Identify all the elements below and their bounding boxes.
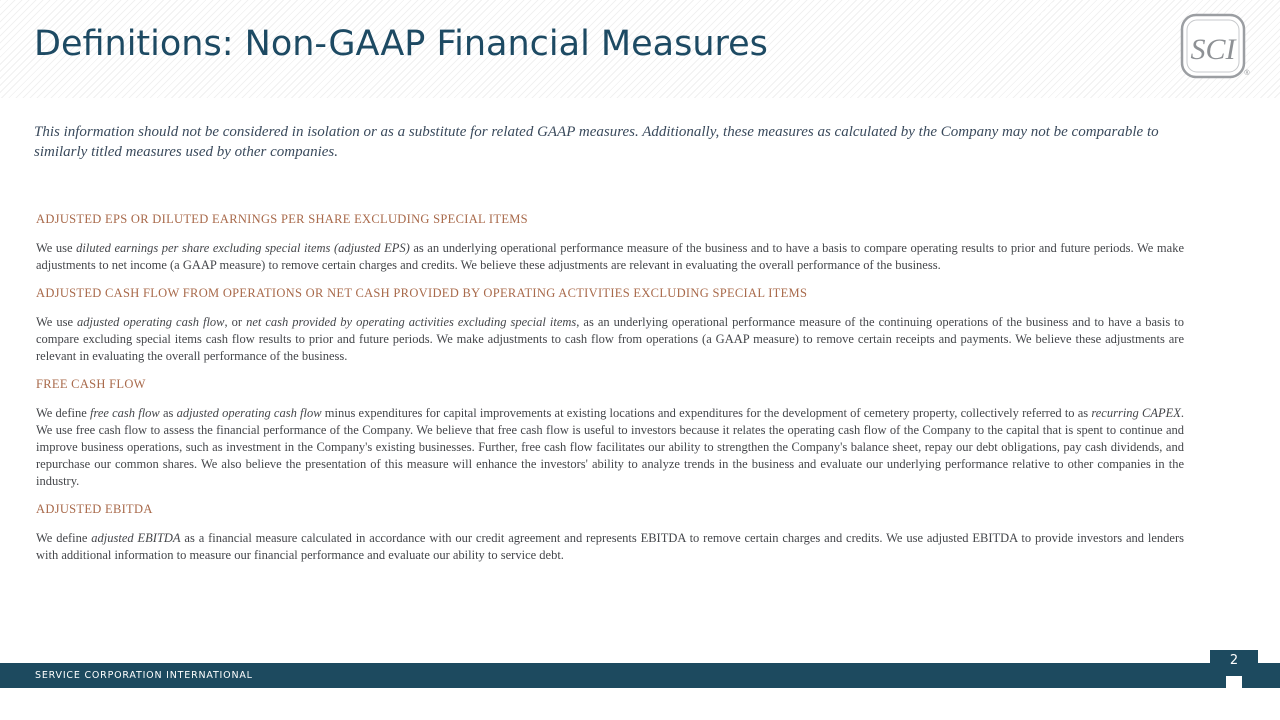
body-text: We define	[36, 406, 90, 420]
body-text: as an underlying operational performance measure of the business and to have a basis to compare operating results to prior and future periods. We make adjustments to net income (a GAAP measure) to remove certain charges and credits. We believe these adjustments are relevant in evaluating the overall performance of the business.	[36, 241, 1184, 272]
defined-term: adjusted operating cash flow	[77, 315, 225, 329]
page-title: Definitions: Non-GAAP Financial Measures	[34, 24, 768, 64]
body-text: minus expenditures for capital improvements at existing locations and expenditures for the development of cemetery property, collectively referred to as	[321, 406, 1092, 420]
page-number: 2	[1229, 653, 1239, 668]
section-body	[36, 405, 1184, 490]
section-heading: FREE CASH FLOW	[36, 377, 146, 391]
section-heading: ADJUSTED CASH FLOW FROM OPERATIONS OR NET CASH PROVIDED BY OPERATING ACTIVITIES EXCLUDING SPECIAL ITEMS	[36, 286, 808, 300]
body-text: We use	[36, 241, 77, 255]
defined-term: adjusted EBITDA	[91, 531, 181, 545]
defined-term: free cash flow	[89, 406, 160, 420]
sci-logo	[1180, 13, 1250, 79]
body-text: as a financial measure calculated in accordance with our credit agreement and represents EBITDA to remove certain charges and credits. We use adjusted EBITDA to provide investors and lenders with additional information to measure our financial performance and evaluate our ability to service debt.	[36, 531, 1184, 562]
svg-text:®: ®	[1244, 70, 1250, 77]
section-body	[36, 240, 1184, 274]
definitions-list	[36, 210, 1184, 574]
body-text: as	[159, 406, 177, 420]
defined-term: diluted earnings per share excluding special items (adjusted EPS)	[76, 241, 410, 255]
section-heading: ADJUSTED EPS OR DILUTED EARNINGS PER SHARE EXCLUDING SPECIAL ITEMS	[36, 212, 528, 226]
disclaimer-text: This information should not be considered in isolation or as a substitute for related GAAP measures. Additionally, these measures as calculated by the Company may not be comparable to similarly titled measures used by other companies.	[34, 124, 1159, 160]
body-text: , or	[224, 315, 247, 329]
company-name: SERVICE CORPORATION INTERNATIONAL	[35, 670, 253, 681]
body-text: We define	[36, 531, 92, 545]
section-heading: ADJUSTED EBITDA	[36, 502, 153, 516]
logo-lettering: SCI	[1190, 33, 1236, 66]
defined-term: net cash provided by operating activities excluding special items	[246, 315, 577, 329]
defined-term: adjusted operating cash flow	[176, 406, 322, 420]
body-text: . We use free cash flow to assess the financial performance of the Company. We believe that free cash flow is useful to investors because it relates the operating cash flow of the Company to the capital that is spent to continue and improve business operations, such as investment in the Company's existing businesses. Further, free cash flow facilitates our ability to strengthen the Company's balance sheet, repay our debt obligations, pay cash dividends, and repurchase our common shares. We also believe the presentation of this measure will enhance the investors' ability to analyze trends in the business and evaluate our underlying performance relative to other companies in the industry.	[36, 406, 1185, 488]
defined-term: recurring CAPEX	[1091, 406, 1181, 420]
section-body	[36, 314, 1184, 365]
section-body	[36, 530, 1184, 564]
body-text: We use	[36, 315, 78, 329]
body-text: , as an underlying operational performance measure of the continuing operations of the business and to have a basis to compare excluding special items cash flow results to prior and future periods. We make adjustments to cash flow from operations (a GAAP measure) to remove certain receipts and payments. We believe these adjustments are relevant in evaluating the overall performance of the business.	[36, 315, 1184, 363]
